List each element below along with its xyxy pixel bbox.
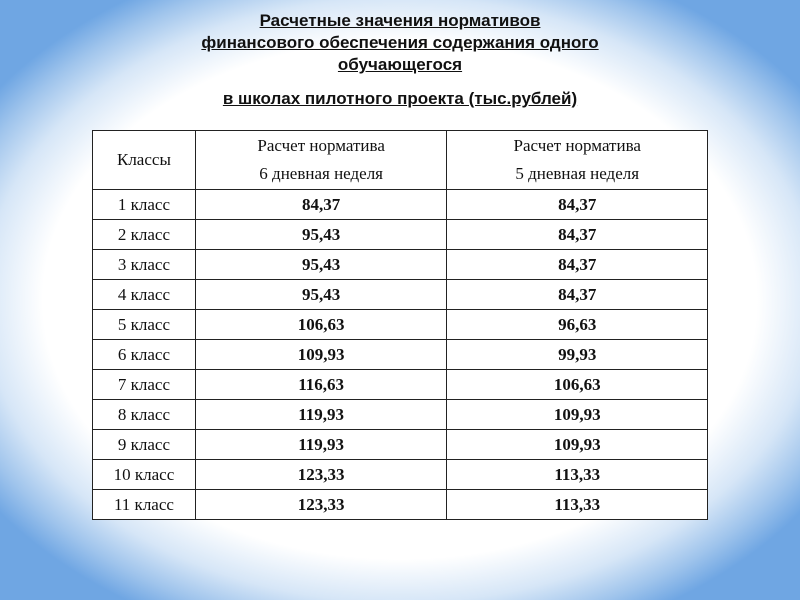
- header-six-day-line2: 6 дневная неделя: [259, 164, 383, 183]
- cell-five-day: 99,93: [447, 340, 708, 370]
- table-header-row: [93, 131, 708, 190]
- table-row: [93, 250, 708, 280]
- cell-five-day: 113,33: [447, 460, 708, 490]
- cell-six-day: 84,37: [195, 190, 447, 220]
- table-row: [93, 400, 708, 430]
- cell-six-day: 95,43: [195, 280, 447, 310]
- cell-five-day: 106,63: [447, 370, 708, 400]
- cell-class: 5 класс: [93, 310, 196, 340]
- cell-six-day: 116,63: [195, 370, 447, 400]
- header-five-day-line1: Расчет норматива: [513, 136, 641, 155]
- title-line-2: финансового обеспечения содержания одного: [201, 33, 599, 52]
- cell-class: 9 класс: [93, 430, 196, 460]
- cell-six-day: 95,43: [195, 250, 447, 280]
- cell-class: 4 класс: [93, 280, 196, 310]
- cell-class: 10 класс: [93, 460, 196, 490]
- cell-six-day: 95,43: [195, 220, 447, 250]
- cell-class: 8 класс: [93, 400, 196, 430]
- table-row: [93, 310, 708, 340]
- table-row: [93, 340, 708, 370]
- table-row: [93, 490, 708, 520]
- header-six-day: [195, 131, 447, 190]
- cell-six-day: 123,33: [195, 490, 447, 520]
- header-classes: Классы: [93, 131, 196, 190]
- cell-six-day: 109,93: [195, 340, 447, 370]
- cell-class: 7 класс: [93, 370, 196, 400]
- cell-six-day: 106,63: [195, 310, 447, 340]
- title-line-3: обучающегося: [337, 55, 463, 74]
- table-row: [93, 460, 708, 490]
- cell-five-day: 84,37: [447, 280, 708, 310]
- title-line-4: в школах пилотного проекта (тыс.рублей): [222, 89, 578, 108]
- cell-class: 6 класс: [93, 340, 196, 370]
- cell-six-day: 119,93: [195, 400, 447, 430]
- title-line-1: Расчетные значения нормативов: [259, 11, 541, 30]
- cell-five-day: 96,63: [447, 310, 708, 340]
- cell-class: 3 класс: [93, 250, 196, 280]
- table-row: [93, 220, 708, 250]
- cell-five-day: 84,37: [447, 190, 708, 220]
- cell-five-day: 113,33: [447, 490, 708, 520]
- header-five-day: [447, 131, 708, 190]
- table-row: [93, 280, 708, 310]
- table-row: [93, 190, 708, 220]
- cell-five-day: 109,93: [447, 430, 708, 460]
- slide-title: [100, 10, 700, 110]
- header-six-day-line1: Расчет норматива: [257, 136, 385, 155]
- cell-class: 11 класс: [93, 490, 196, 520]
- norms-table: [92, 130, 708, 520]
- cell-five-day: 84,37: [447, 220, 708, 250]
- cell-six-day: 119,93: [195, 430, 447, 460]
- cell-class: 2 класс: [93, 220, 196, 250]
- cell-five-day: 109,93: [447, 400, 708, 430]
- cell-class: 1 класс: [93, 190, 196, 220]
- table-row: [93, 370, 708, 400]
- cell-six-day: 123,33: [195, 460, 447, 490]
- table-row: [93, 430, 708, 460]
- header-five-day-line2: 5 дневная неделя: [515, 164, 640, 183]
- cell-five-day: 84,37: [447, 250, 708, 280]
